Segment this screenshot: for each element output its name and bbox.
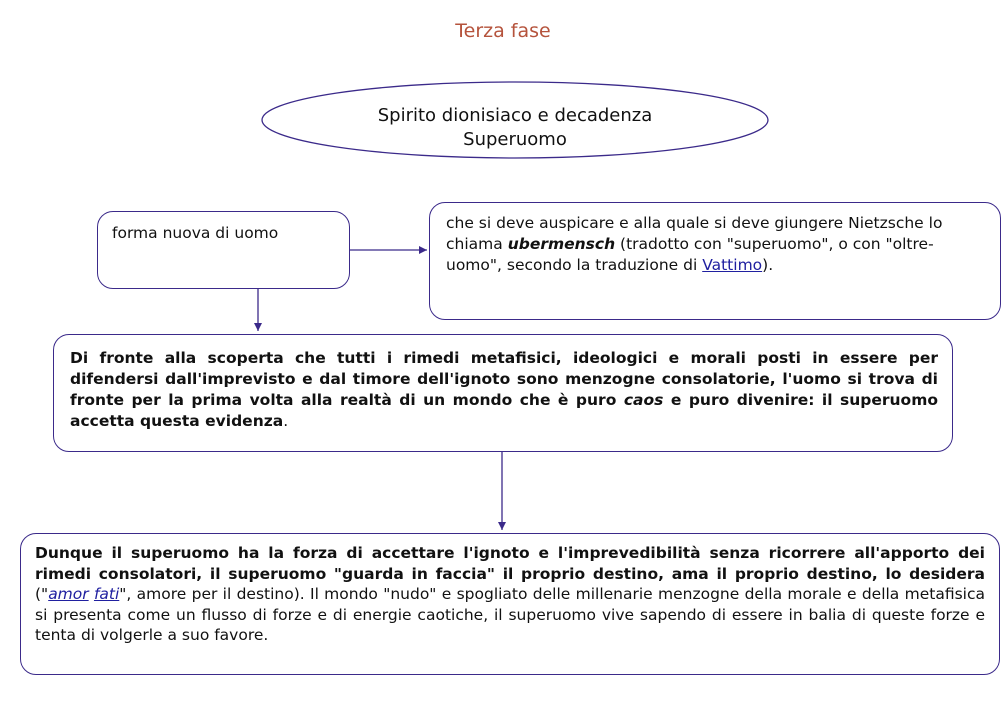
ubermensch-term: ubermensch <box>507 235 616 253</box>
diagram-title: Terza fase <box>455 20 551 42</box>
fati-link[interactable]: fati <box>93 585 120 603</box>
box2-text-mid: (tradotto con "superuomo", o con "oltre-uomo", secondo la traduzione di <box>446 235 934 274</box>
box-forma-nuova <box>97 211 350 289</box>
vattimo-link[interactable]: Vattimo <box>702 256 763 274</box>
ellipse-label <box>262 104 768 152</box>
caos-term: caos <box>623 391 664 409</box>
box2-text-post: ). <box>762 256 774 274</box>
amor-link[interactable]: amor <box>48 585 89 603</box>
box4-rest: ", amore per il destino). Il mondo "nudo" e spogliato delle millenarie menzogne della morale e della metafisica si presenta come un flusso di forze e di energie caotiche, il superuomo vive sapendo di essere in balia di queste forze e tenta di volgerle a suo favore. <box>35 585 985 644</box>
box1-text: forma nuova di uomo <box>112 224 279 242</box>
box3-text-pre: Di fronte alla scoperta che tutti i rimedi metafisici, ideologici e morali posti in essere per difendersi dall'imprevisto e dal timore dell'ignoto sono menzogne consolatorie, l'uomo si trova di fronte per la prima volta alla realtà di un mondo che è puro <box>70 349 938 409</box>
box-scoperta <box>53 334 953 452</box>
box3-text-end: . <box>283 412 289 430</box>
box4-open: (" <box>35 585 49 603</box>
box4-bold-text: Dunque il superuomo ha la forza di accettare l'ignoto e l'imprevedibilità senza ricorrere all'apporto dei rimedi consolatori, il superuomo "guarda in faccia" il proprio destino, ama il proprio destino, lo desidera <box>35 544 985 583</box>
box2-text-pre: che si deve auspicare e alla quale si deve giungere Nietzsche lo chiama <box>446 214 943 253</box>
ellipse-line-1: Spirito dionisiaco e decadenza <box>377 105 653 126</box>
box-dunque <box>20 533 1000 675</box>
box3-text-post: e puro divenire: il superuomo accetta questa evidenza <box>70 391 939 430</box>
box-ubermensch <box>429 202 1001 320</box>
ellipse-line-2: Superuomo <box>463 129 567 150</box>
